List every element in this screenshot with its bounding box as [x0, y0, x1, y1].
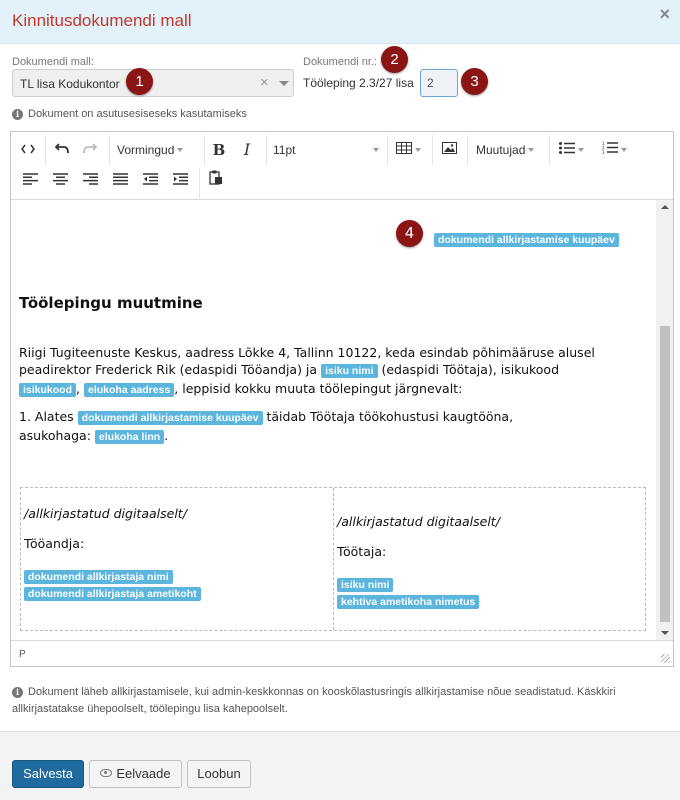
preview-button[interactable]: Eelvaade [89, 760, 182, 788]
callout-marker-4: 4 [396, 220, 423, 247]
variable-tag: elukoha aadress [84, 383, 174, 397]
font-size-value: 11pt [273, 143, 296, 157]
editor-scrollbar[interactable] [656, 200, 673, 640]
resize-handle[interactable] [661, 654, 670, 663]
editor-statusbar [11, 640, 673, 666]
docnr-input[interactable] [420, 69, 458, 97]
paragraph-1: Riigi Tugiteenuste Keskus, aadress Lõkke 4, Tallinn 10122, keda esindab põhimääruse alusel peadirektor Frederick Rik (edaspidi Tööandja) ja isiku nimi (edaspidi Töötaja), isikukood isikukood , elukoha aadress , leppisid kokku muuta töölepingut järgnevalt: [19, 345, 595, 396]
variable-tag: dokumendi allkirjastaja ametikoht [24, 587, 201, 601]
redo-icon[interactable] [77, 136, 103, 164]
element-path[interactable]: P [19, 649, 26, 660]
indent-icon[interactable] [167, 167, 193, 195]
modal-header [0, 0, 680, 44]
variable-tag: kehtiva ametikoha nimetus [337, 595, 479, 609]
scroll-up-icon[interactable] [661, 205, 669, 209]
chevron-down-icon[interactable] [279, 81, 289, 86]
info-icon: i [12, 109, 23, 120]
variables-label: Muutujad [476, 143, 526, 157]
docnr-prefix: Tööleping 2.3/27 lisa [303, 76, 414, 90]
scroll-down-icon[interactable] [661, 631, 669, 635]
formats-label: Vormingud [117, 143, 175, 157]
eye-icon [100, 769, 112, 777]
editor-content[interactable] [11, 200, 656, 640]
employer-signature-cell: /allkirjastatud digitaalselt/ Tööandja: dokumendi allkirjastaja nimi dokumendi allkirjastaja ametikoht [21, 488, 334, 630]
docnr-label: Dokumendi nr.: [303, 56, 377, 68]
svg-text:3: 3 [601, 150, 605, 154]
font-size-dropdown[interactable] [269, 136, 383, 164]
variables-dropdown[interactable] [471, 136, 547, 164]
cancel-button[interactable]: Loobun [187, 760, 251, 788]
paragraph-2: 1. Alates dokumendi allkirjastamise kuupäev täidab Töötaja töökohustusi kaugtööna, asukohaga: elukoha linn . [19, 409, 514, 443]
undo-icon[interactable] [49, 136, 75, 164]
svg-text:1: 1 [601, 141, 605, 146]
code-icon[interactable] [15, 136, 41, 164]
table-icon[interactable] [390, 136, 426, 164]
formats-dropdown[interactable] [114, 136, 198, 164]
variable-tag: isiku nimi [337, 578, 393, 592]
internal-note-text: Dokument on asutusesiseseks kasutamiseks [28, 108, 247, 120]
clear-icon[interactable]: × [260, 74, 269, 91]
italic-icon[interactable]: I [243, 140, 251, 159]
template-label: Dokumendi mall: [12, 56, 94, 68]
modal-title: Kinnitusdokumendi mall [12, 11, 192, 30]
info-icon: i [12, 687, 23, 698]
align-justify-icon[interactable] [107, 167, 133, 195]
variable-tag: dokumendi allkirjastamise kuupäev [78, 411, 263, 425]
template-select-value: TL lisa Kodukontor [20, 77, 120, 91]
rich-text-editor [10, 131, 674, 667]
signing-note: i Dokument läheb allkirjastamisele, kui admin-keskkonnas on kooskõlastusringis allkirjastamise nõue seadistatud. Käskkiri allkirjastatakse ühepoolselt, töölepingu lisa kahepoolselt. [12, 686, 616, 715]
variable-tag: isikukood [19, 383, 76, 397]
internal-note [12, 108, 247, 120]
scroll-thumb[interactable] [660, 326, 670, 622]
image-icon[interactable] [435, 136, 463, 164]
editor-toolbar [11, 132, 673, 200]
employee-signature-cell: /allkirjastatud digitaalselt/ Töötaja: isiku nimi kehtiva ametikoha nimetus [337, 514, 500, 608]
template-select[interactable] [12, 69, 294, 97]
align-center-icon[interactable] [47, 167, 73, 195]
modal-footer [0, 731, 680, 800]
variable-tag: dokumendi allkirjastaja nimi [24, 570, 173, 584]
variable-tag: dokumendi allkirjastamise kuupäev [434, 233, 619, 247]
callout-marker-1: 1 [126, 68, 153, 95]
save-button[interactable]: Salvesta [12, 760, 84, 788]
document-heading: Töölepingu muutmine [19, 294, 203, 312]
signature-table [20, 487, 646, 631]
bold-icon[interactable]: B [212, 141, 226, 159]
callout-marker-3: 3 [461, 68, 488, 95]
variable-tag: elukoha linn [95, 430, 164, 444]
svg-text:2: 2 [601, 145, 605, 151]
paste-icon[interactable] [203, 167, 229, 195]
numbered-list-icon[interactable] [595, 136, 633, 164]
variable-tag: isiku nimi [321, 364, 377, 378]
callout-marker-2: 2 [381, 46, 408, 73]
close-icon[interactable]: × [659, 4, 670, 24]
align-right-icon[interactable] [77, 167, 103, 195]
align-left-icon[interactable] [17, 167, 43, 195]
date-variable-tag [434, 231, 619, 246]
outdent-icon[interactable] [137, 167, 163, 195]
bullet-list-icon[interactable] [552, 136, 590, 164]
